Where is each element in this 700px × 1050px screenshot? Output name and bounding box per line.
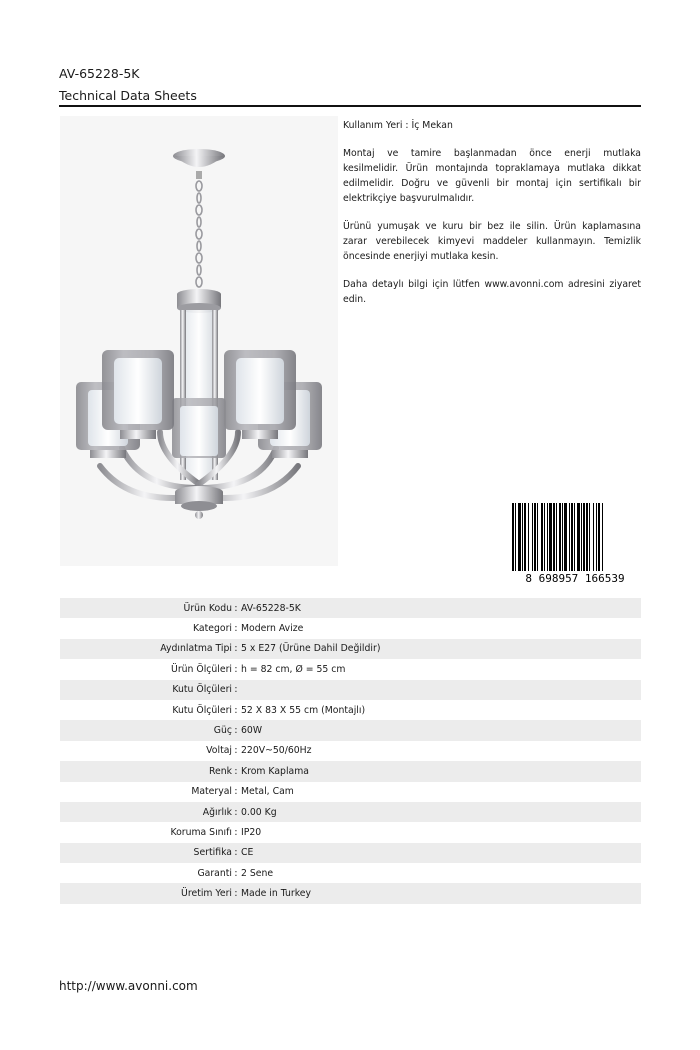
spec-separator: : [234,765,238,777]
barcode-bar [562,503,563,571]
spec-row [60,659,641,679]
barcode-bar [518,503,521,571]
spec-separator: : [234,663,238,675]
spec-separator: : [234,725,238,737]
spec-label: Aydınlatma Tipi [160,643,232,655]
spec-label: Üretim Yeri [181,888,232,900]
spec-value: 2 Sene [241,867,274,879]
barcode-bar [602,503,603,571]
spec-separator: : [234,745,238,757]
spec-row [60,782,641,802]
barcode-bar [544,503,545,571]
barcode-bar [569,503,570,571]
barcode-bars [510,503,640,583]
spec-separator: : [234,867,238,879]
spec-value: Krom Kaplama [241,765,309,777]
barcode-bar [556,503,557,571]
barcode-bar [589,503,590,571]
barcode-bar [586,503,588,571]
spec-value: CE [241,847,254,859]
spec-value: Metal, Cam [241,786,294,798]
spec-value: 5 x E27 (Ürüne Dahil Değildir) [241,643,381,655]
barcode-bar [596,503,597,571]
barcode-bar [593,503,594,571]
spec-separator: : [234,847,238,859]
barcode-bar [598,503,600,571]
spec-label: Koruma Sınıfı [170,826,232,838]
spec-separator: : [234,623,238,635]
footer-url[interactable]: http://www.avonni.com [59,979,198,993]
spec-value: 0.00 Kg [241,806,277,818]
spec-row [60,761,641,781]
barcode-bar [524,503,526,571]
spec-label: Ürün Ölçüleri [171,663,232,675]
spec-separator: : [234,826,238,838]
spec-separator: : [234,704,238,716]
spec-value: 52 X 83 X 55 cm (Montajlı) [241,704,366,716]
usage-location: Kullanım Yeri : İç Mekan [343,120,453,131]
barcode-bar [574,503,575,571]
spec-row [60,618,641,638]
website-paragraph: Daha detaylı bilgi için lütfen www.avonni.com adresini ziyaret edin. [343,279,641,305]
barcode-bar [528,503,529,571]
cleaning-paragraph: Ürünü yumuşak ve kuru bir bez ile silin. Ürün kaplamasına zarar verebilecek kimyevi maddeler kullanmayın. Temizlik öncesinde enerjiyi mutlaka kesin. [343,221,641,262]
spec-value: 60W [241,725,263,737]
spec-row [60,863,641,883]
barcode-digits: 8 698957 166539 [525,572,625,583]
barcode-bar [549,503,552,571]
spec-row [60,680,641,700]
spec-row [60,741,641,761]
spec-separator: : [234,602,238,614]
product-code-heading: AV-65228-5K [59,66,140,81]
spec-separator: : [234,684,238,696]
spec-label: Ağırlık [202,806,232,818]
spec-value: 220V~50/60Hz [241,745,312,757]
spec-value: h = 82 cm, Ø = 55 cm [241,663,346,675]
barcode [510,503,640,583]
spec-value: AV-65228-5K [241,602,301,614]
spec-label: Kategori [193,623,232,635]
spec-value: Made in Turkey [241,888,311,900]
barcode-bar [559,503,561,571]
barcode-bar [532,503,533,571]
barcode-bar [534,503,536,571]
spec-separator: : [234,786,238,798]
product-image [60,116,338,566]
spec-label: Güç [213,725,232,737]
barcode-bar [515,503,516,571]
barcode-bar [553,503,555,571]
spec-table [60,598,641,904]
spec-row [60,720,641,740]
spec-label: Garanti [197,867,232,879]
spec-label: Sertifika [193,847,232,859]
spec-row [60,802,641,822]
spec-row [60,700,641,720]
barcode-bar [577,503,580,571]
spec-label: Ürün Kodu [183,602,232,614]
spec-value: IP20 [241,826,262,838]
spec-label: Voltaj [206,745,232,757]
spec-label: Materyal [191,786,232,798]
barcode-bar [583,503,585,571]
spec-label: Kutu Ölçüleri [172,684,232,696]
barcode-bar [541,503,543,571]
barcode-bar [571,503,573,571]
usage-info [343,118,641,320]
barcode-bar [547,503,548,571]
spec-label: Renk [208,765,232,777]
barcode-bar [522,503,523,571]
spec-separator: : [234,806,238,818]
document-subtitle: Technical Data Sheets [59,88,197,103]
spec-row [60,843,641,863]
safety-paragraph: Montaj ve tamire başlanmadan önce enerji mutlaka kesilmelidir. Ürün montajında topraklamaya mutlaka dikkat edilmelidir. Doğru ve güvenli bir montaj için sertifikalı bir elektrikçiye başvurulmalıdır. [343,148,641,204]
barcode-bar [537,503,538,571]
barcode-bar [564,503,567,571]
barcode-bar [512,503,514,571]
spec-separator: : [234,888,238,900]
header-divider [59,105,641,107]
spec-separator: : [234,643,238,655]
barcode-bar [581,503,582,571]
spec-row [60,883,641,903]
spec-row [60,639,641,659]
spec-label: Kutu Ölçüleri [172,704,232,716]
spec-row [60,598,641,618]
spec-row [60,822,641,842]
chandelier-illustration [60,116,338,566]
spec-value: Modern Avize [241,623,304,635]
